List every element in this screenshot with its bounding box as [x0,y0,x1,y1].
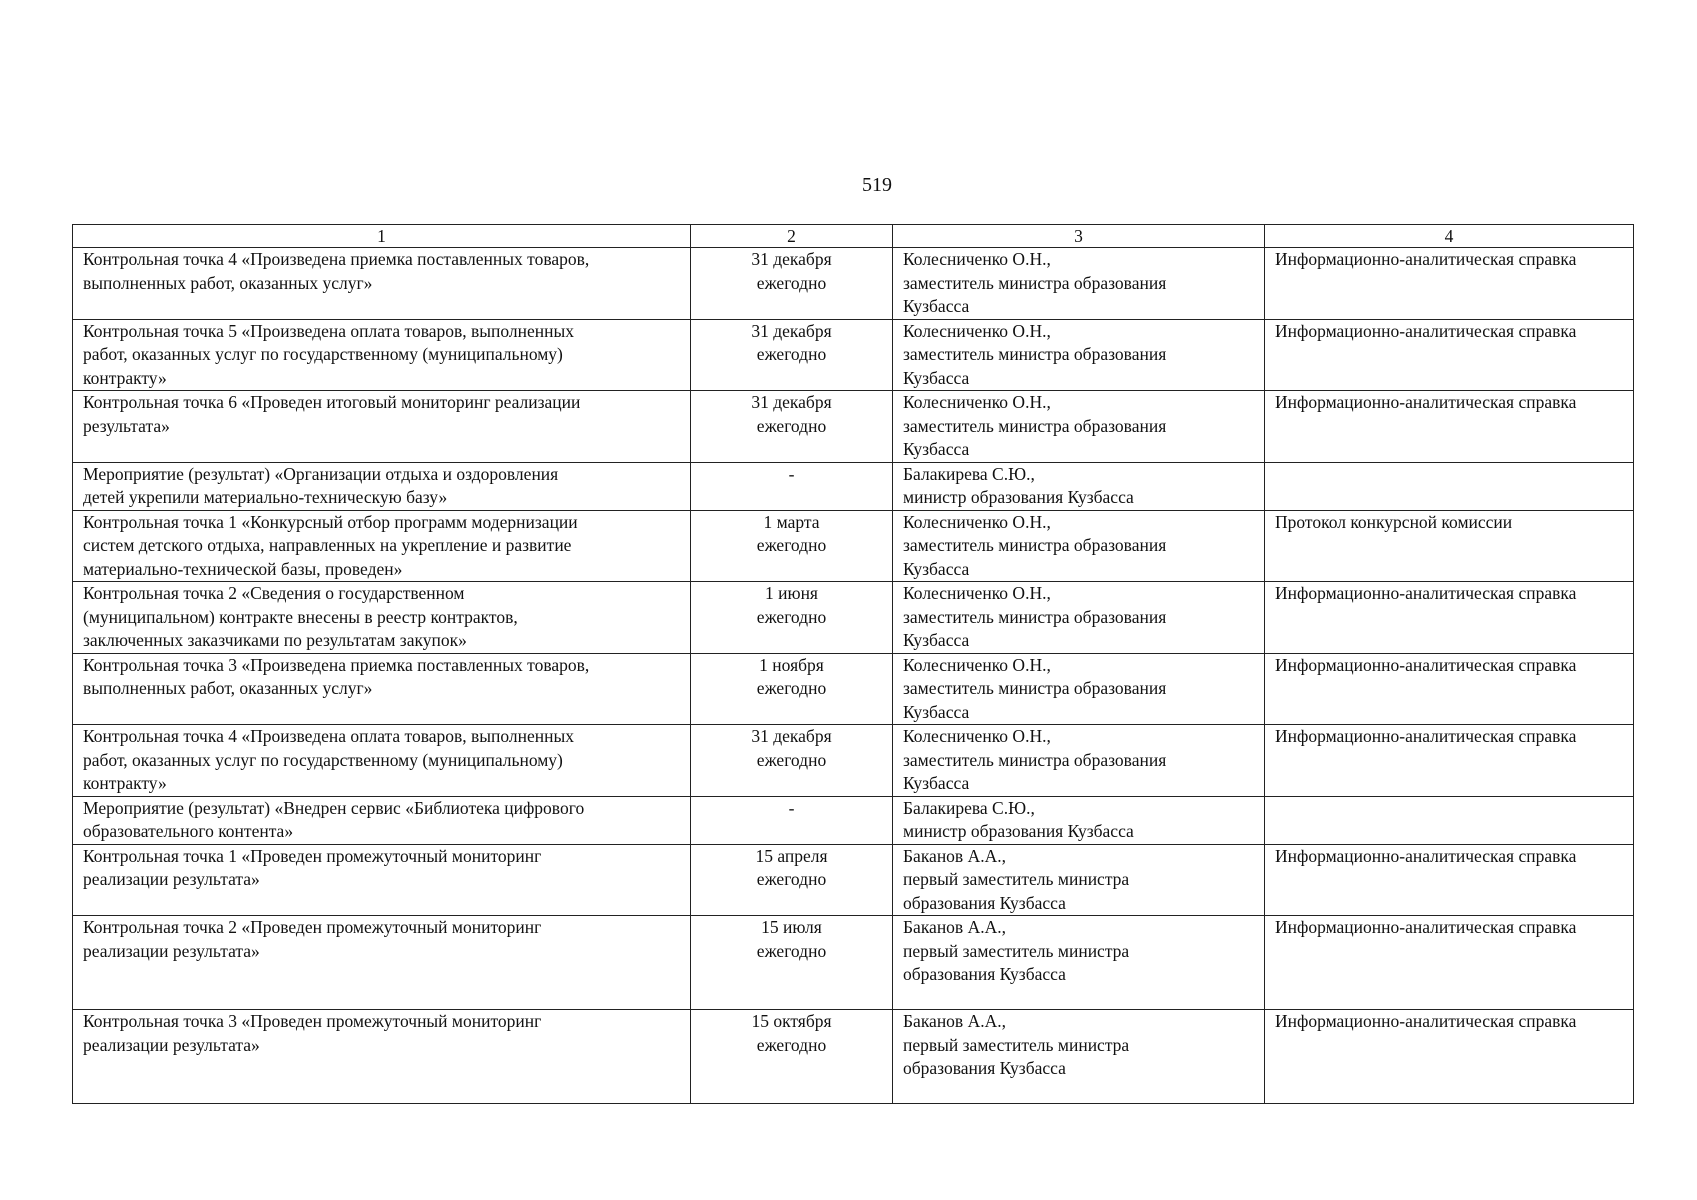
cell-line: 1 ноября [759,654,824,675]
event-cell [73,319,691,391]
cell-line: Информационно-аналитическая справка [1275,654,1577,675]
cell-line: Балакирева С.Ю., [903,463,1035,484]
document-cell [1265,796,1634,844]
responsible-cell [893,391,1265,463]
document-cell [1265,391,1634,463]
cell-line: Информационно-аналитическая справка [1275,249,1577,269]
deadline-cell [691,391,893,463]
cell-line: заместитель министра образования [903,272,1167,293]
cell-line: Колесниченко О.Н., [903,392,1051,412]
deadline-cell [691,916,893,1010]
cell-line: 31 декабря [751,726,832,746]
responsible-cell [893,844,1265,916]
cell-line: Кузбасса [903,367,970,388]
cell-line: ежегодно [756,1034,827,1055]
cell-line: Контрольная точка 4 «Произведена оплата товаров, выполненных [83,726,575,746]
table-row [73,916,1634,1010]
cell-line: заместитель министра образования [903,606,1167,627]
cell-line: Информационно-аналитическая справка [1275,583,1577,603]
cell-line: контракту» [83,367,167,388]
cell-line: выполненных работ, оказанных услуг» [83,678,373,698]
deadline-cell [691,582,893,654]
cell-line: ежегодно [756,606,827,627]
header-cell: 1 [73,225,691,248]
cell-line: министр образования Кузбасса [903,487,1134,507]
cell-line: ежегодно [756,415,827,436]
table-row [73,248,1634,320]
cell-line: Мероприятие (результат) «Внедрен сервис «Библиотека цифрового [83,797,585,818]
cell-line: образования Кузбасса [903,964,1066,984]
table-row [73,796,1634,844]
cell-line: Мероприятие (результат) «Организации отдыха и оздоровления [83,463,559,484]
control-points-table [72,224,1634,1104]
responsible-cell [893,796,1265,844]
cell-line: Контрольная точка 2 «Сведения о государственном [83,583,465,603]
table-row [73,1010,1634,1104]
deadline-cell [691,844,893,916]
cell-line: образования Кузбасса [903,892,1066,913]
deadline-cell [691,653,893,725]
event-cell [73,916,691,1010]
deadline-cell [691,248,893,320]
cell-line: Контрольная точка 1 «Проведен промежуточный мониторинг [83,845,542,866]
cell-line: заключенных заказчиками по результатам закупок» [83,630,467,650]
cell-line: 15 апреля [755,845,828,866]
responsible-cell [893,653,1265,725]
cell-line: реализации результата» [83,1034,260,1055]
document-cell [1265,844,1634,916]
deadline-cell [691,796,893,844]
cell-line: ежегодно [756,749,827,770]
cell-line: Контрольная точка 5 «Произведена оплата товаров, выполненных [83,320,575,341]
cell-line: заместитель министра образования [903,678,1167,698]
cell-line: Колесниченко О.Н., [903,511,1051,532]
table-row [73,582,1634,654]
cell-line: детей укрепили материально-техническую базу» [83,487,448,507]
cell-line: - [788,463,795,484]
cell-line: выполненных работ, оказанных услуг» [83,272,373,293]
cell-line: Кузбасса [903,630,970,650]
cell-line: 31 декабря [751,392,832,412]
table-row [73,319,1634,391]
cell-line: 31 декабря [751,320,832,341]
cell-line: Информационно-аналитическая справка [1275,320,1577,341]
cell-line: Кузбасса [903,701,970,722]
cell-line: 1 марта [763,511,820,532]
document-cell [1265,582,1634,654]
event-cell [73,510,691,582]
table-row [73,844,1634,916]
cell-line: Контрольная точка 2 «Проведен промежуточный мониторинг [83,917,542,937]
cell-line: 31 декабря [751,249,832,269]
cell-line: Колесниченко О.Н., [903,726,1051,746]
header-cell: 2 [691,225,893,248]
cell-line: первый заместитель министра [903,869,1130,889]
cell-line: Контрольная точка 3 «Произведена приемка поставленных товаров, [83,654,590,675]
document-cell [1265,725,1634,797]
cell-line: Контрольная точка 1 «Конкурсный отбор программ модернизации [83,511,578,532]
cell-line: ежегодно [756,272,827,293]
cell-line: ежегодно [756,678,827,698]
responsible-cell [893,582,1265,654]
table-row [73,462,1634,510]
cell-line: результата» [83,415,170,436]
cell-line: образовательного контента» [83,821,294,841]
deadline-cell [691,510,893,582]
deadline-cell [691,1010,893,1104]
table-row [73,725,1634,797]
cell-line: Кузбасса [903,296,970,316]
cell-line: 15 октября [751,1011,832,1031]
cell-line: Балакирева С.Ю., [903,797,1035,818]
cell-line: министр образования Кузбасса [903,821,1134,841]
cell-line: Протокол конкурсной комиссии [1275,511,1513,532]
cell-line: заместитель министра образования [903,415,1167,436]
cell-line: работ, оказанных услуг по государственному (муниципальному) [83,344,563,364]
document-cell [1265,510,1634,582]
table-row [73,653,1634,725]
responsible-cell [893,916,1265,1010]
cell-line: реализации результата» [83,869,260,889]
responsible-cell [893,462,1265,510]
cell-line: Колесниченко О.Н., [903,320,1051,341]
cell-line: Информационно-аналитическая справка [1275,917,1577,937]
event-cell [73,582,691,654]
cell-line: образования Кузбасса [903,1058,1066,1078]
event-cell [73,796,691,844]
cell-line: Информационно-аналитическая справка [1275,726,1577,746]
page-number: 519 [862,174,892,196]
event-cell [73,248,691,320]
event-cell [73,1010,691,1104]
responsible-cell [893,1010,1265,1104]
cell-line: заместитель министра образования [903,344,1167,364]
event-cell [73,725,691,797]
document-cell [1265,653,1634,725]
document-cell [1265,916,1634,1010]
document-cell [1265,462,1634,510]
event-cell [73,844,691,916]
document-cell [1265,1010,1634,1104]
cell-line: Кузбасса [903,773,970,793]
cell-line: ежегодно [756,535,827,555]
event-cell [73,462,691,510]
cell-line: Контрольная точка 6 «Проведен итоговый мониторинг реализации [83,392,581,412]
deadline-cell [691,462,893,510]
deadline-cell [691,319,893,391]
table-row [73,510,1634,582]
document-cell [1265,319,1634,391]
cell-line: Контрольная точка 3 «Проведен промежуточный мониторинг [83,1011,542,1031]
responsible-cell [893,248,1265,320]
responsible-cell [893,319,1265,391]
header-row [73,225,1634,248]
cell-line: заместитель министра образования [903,535,1167,555]
cell-line: Контрольная точка 4 «Произведена приемка поставленных товаров, [83,249,590,269]
responsible-cell [893,510,1265,582]
cell-line: Кузбасса [903,558,970,579]
cell-line: Колесниченко О.Н., [903,249,1051,269]
cell-line: работ, оказанных услуг по государственному (муниципальному) [83,749,563,770]
cell-line: реализации результата» [83,940,260,961]
cell-line: Информационно-аналитическая справка [1275,392,1577,412]
cell-line: Колесниченко О.Н., [903,654,1051,675]
cell-line: ежегодно [756,869,827,889]
cell-line: систем детского отдыха, направленных на укрепление и развитие [83,535,572,555]
cell-line: 15 июля [761,917,822,937]
cell-line: Информационно-аналитическая справка [1275,845,1577,866]
cell-line: Информационно-аналитическая справка [1275,1011,1577,1031]
cell-line: (муниципальном) контракте внесены в реестр контрактов, [83,606,518,627]
header-cell: 4 [1265,225,1634,248]
cell-line: Кузбасса [903,439,970,459]
table-row [73,391,1634,463]
event-cell [73,391,691,463]
deadline-cell [691,725,893,797]
cell-line: Баканов А.А., [903,845,1006,866]
cell-line: Колесниченко О.Н., [903,583,1051,603]
cell-line: материально-технической базы, проведен» [83,558,403,579]
cell-line: первый заместитель министра [903,940,1130,961]
cell-line: первый заместитель министра [903,1034,1130,1055]
cell-line: ежегодно [756,940,827,961]
cell-line: ежегодно [756,344,827,364]
cell-line: 1 июня [765,583,818,603]
cell-line: Баканов А.А., [903,1011,1006,1031]
cell-line: - [788,797,795,818]
header-cell: 3 [893,225,1265,248]
responsible-cell [893,725,1265,797]
cell-line: заместитель министра образования [903,749,1167,770]
document-cell [1265,248,1634,320]
event-cell [73,653,691,725]
cell-line: контракту» [83,773,167,793]
cell-line: Баканов А.А., [903,917,1006,937]
